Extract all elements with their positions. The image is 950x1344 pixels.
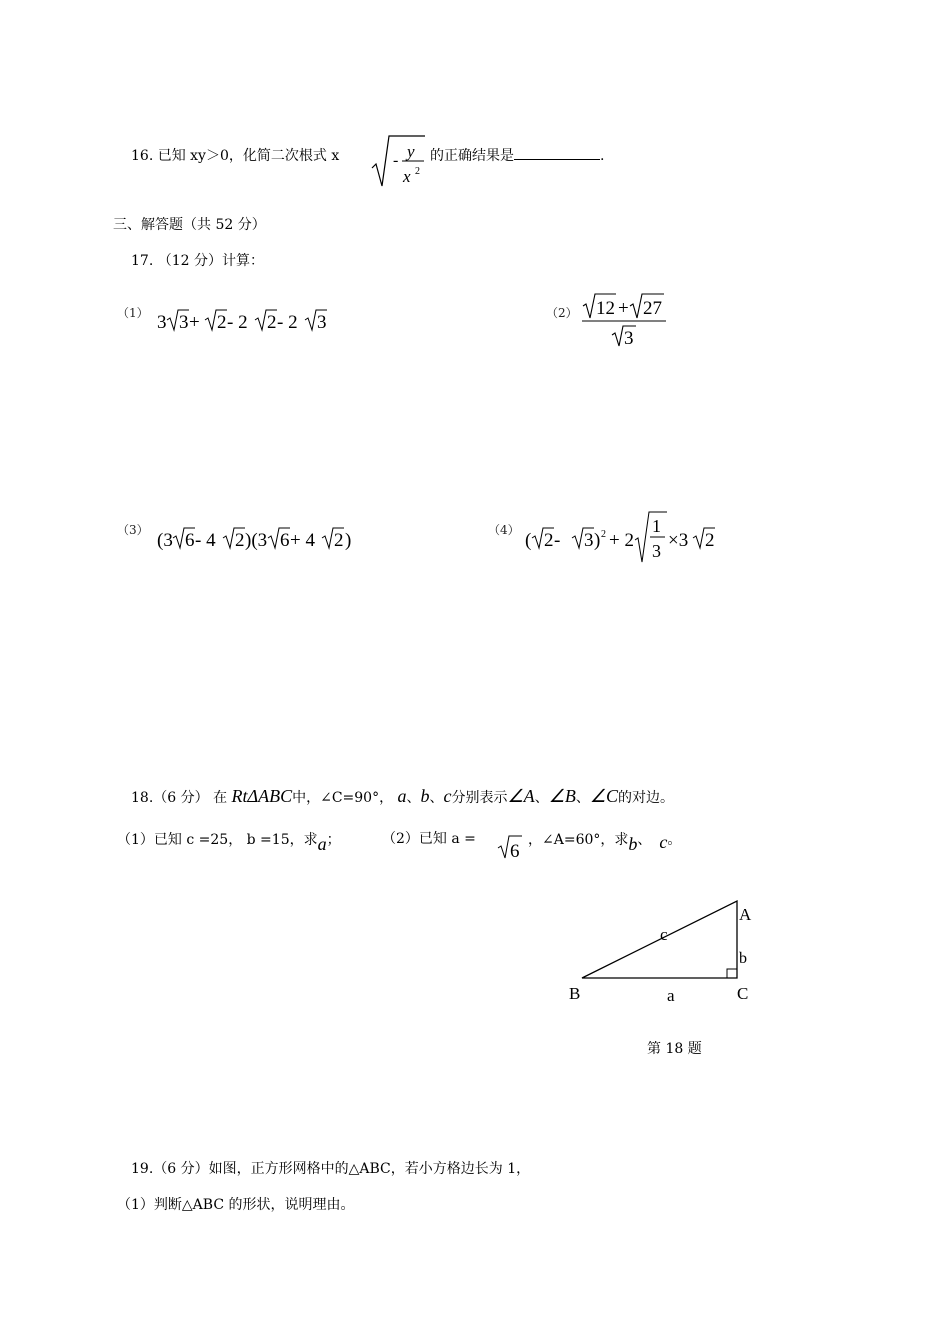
q17-p1-coef1: 3: [157, 312, 167, 333]
q16-prefix: 16. 已知 xy＞0，化简二次根式 x: [131, 148, 340, 164]
q16-den-exponent: 2: [415, 166, 420, 177]
q17-p4-r3: 2: [705, 530, 715, 551]
q17-p3-t5: 6: [280, 530, 290, 551]
q18-header: [131, 786, 674, 807]
q18-sep2: 、: [429, 790, 444, 806]
q17-p1-label: （1）: [117, 306, 149, 320]
q17-p2-num-b: 27: [643, 298, 662, 319]
q17-p4-minus: -: [554, 530, 561, 551]
q18-sub2-rest: [528, 828, 682, 854]
vertex-a-label: A: [739, 905, 752, 924]
q18-sub2-root: [496, 832, 528, 862]
q18-header-end: 的对边。: [617, 790, 674, 806]
q17-p1-rad3: 2: [267, 312, 277, 333]
q17-header: 17. （12 分）计算：: [131, 253, 264, 269]
q18-angle-c: ∠C: [589, 786, 618, 806]
q19-header: 19.（6 分）如图，正方形网格中的△ABC，若小方格边长为 1，: [131, 1161, 531, 1177]
q18-sub2-c: c: [659, 832, 668, 852]
q17-p2-den: 3: [624, 328, 634, 349]
q16-radical: [369, 132, 429, 190]
q17-p1-rad4: 3: [317, 312, 327, 333]
q17-p4-frac-den: 3: [652, 541, 661, 561]
q17-p3-t4: )(3: [245, 530, 268, 551]
side-b-label: b: [739, 950, 747, 967]
q17-p2-label: （2）: [546, 306, 578, 320]
q18-sub1-var: a: [317, 834, 327, 854]
q17-p4-expression: [523, 510, 723, 566]
q17-p1-op1: +: [189, 312, 200, 333]
q18-represent: 分别表示: [451, 790, 508, 806]
q18-sep1: 、: [406, 790, 421, 806]
q18-figure-caption: 第 18 题: [647, 1041, 702, 1057]
q18-triangle-figure: [560, 895, 760, 1015]
q17-p3-t0: (3: [157, 530, 173, 551]
q18-var-c: c: [443, 786, 452, 806]
q16-suffix: [430, 145, 604, 165]
q18-sub2-sep: 、: [637, 832, 652, 848]
q16-answer-blank: [514, 145, 600, 160]
side-c-label: c: [660, 925, 668, 944]
q19-sub1: （1）判断△ABC 的形状，说明理由。: [117, 1197, 355, 1213]
q18-var-a: a: [397, 786, 407, 806]
q18-condition: 中，∠C=90°，: [292, 790, 394, 806]
q18-angle-b: ∠B: [548, 786, 576, 806]
q16-suffix-text: 的正确结果是: [430, 148, 514, 164]
q18-sub2-mid: ，∠A=60°，求: [528, 832, 629, 848]
q16-numerator: y: [407, 142, 415, 161]
q17-p3-t6: + 4: [290, 530, 315, 551]
q17-p3-t2: - 4: [195, 530, 216, 551]
q18-sep4: 、: [575, 790, 590, 806]
section3-title: 三、解答题（共 52 分）: [113, 217, 266, 233]
q17-p3-t8: ): [345, 530, 352, 551]
q17-p3-t3: 2: [235, 530, 245, 551]
q16-denominator: x: [403, 167, 411, 186]
q17-p3-label: （3）: [117, 523, 149, 537]
q18-angle-a: ∠A: [507, 786, 535, 806]
q18-sub1: [117, 828, 341, 854]
q17-p4-times: ×3: [668, 530, 689, 551]
q16-end: .: [600, 148, 605, 164]
q18-number: 18.（6 分） 在: [131, 790, 228, 806]
q17-p1-rad1: 3: [179, 312, 189, 333]
q17-p4-r2: 3: [584, 530, 594, 551]
q18-triangle: RtΔABC: [231, 786, 293, 806]
q18-sep3: 、: [534, 790, 549, 806]
q18-sub1-text: （1）已知 c =25， b =15，求: [117, 832, 318, 848]
q18-sub1-end: ；: [326, 832, 341, 848]
q17-p4-open: (: [525, 530, 532, 551]
q18-sub2-root-value: 6: [510, 841, 520, 862]
vertex-b-label: B: [569, 984, 581, 1003]
q16-minus: -: [393, 152, 399, 169]
q17-p3-t7: 2: [334, 530, 344, 551]
q18-sub2-text: （2）已知 a =: [382, 831, 476, 847]
q17-p2-expression: [580, 290, 672, 350]
q17-p4-mid: + 2: [609, 530, 634, 551]
q17-p1-op2: - 2: [227, 312, 248, 333]
q17-p3-expression: [155, 524, 365, 554]
q17-p2-num-a: 12: [596, 298, 615, 319]
q17-p1-op3: - 2: [277, 312, 298, 333]
q18-var-b: b: [420, 786, 430, 806]
right-angle-marker: [727, 969, 737, 978]
q17-p3-t1: 6: [185, 530, 195, 551]
vertex-c-label: C: [737, 984, 749, 1003]
q17-p4-label: （4）: [488, 523, 520, 537]
q17-p1-rad2: 2: [217, 312, 227, 333]
q17-p1-expression: [155, 306, 345, 336]
q18-sub2-b: b: [628, 834, 638, 854]
q17-p4-close: ): [594, 530, 601, 551]
q17-p4-r1: 2: [544, 530, 554, 551]
q17-p2-plus: +: [618, 298, 629, 319]
q18-sub2-end: 。: [667, 832, 682, 848]
q18-sub2: [382, 828, 476, 848]
side-a-label: a: [667, 986, 675, 1005]
q17-p4-exp: 2: [601, 529, 606, 540]
q17-p4-frac-num: 1: [652, 516, 661, 536]
